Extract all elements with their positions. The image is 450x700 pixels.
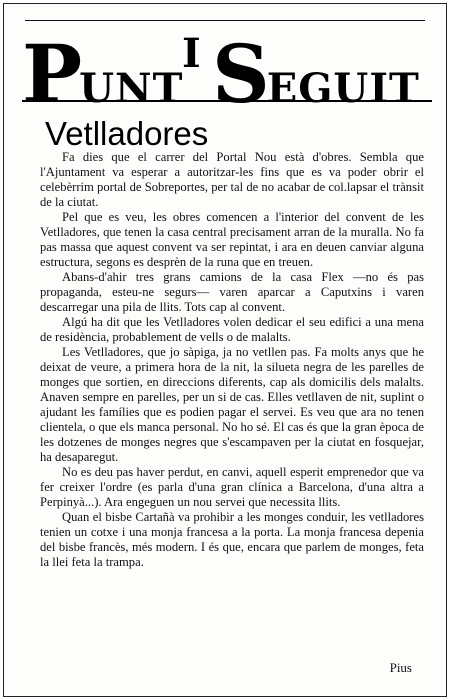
paragraph-7: Quan el bisbe Cartañà va prohibir a les monges conduir, les vetlladores tenien un cotxe i una monja francesa a la porta. La monja francesa depenia del bisbe francès, més modern. I és que, encara que parlem de monges, feta la llei feta la trampa. (40, 510, 424, 569)
masthead-word-punt (22, 27, 184, 121)
article-heading: Vetlladores (45, 115, 209, 152)
paragraph-4: Algú ha dit que les Vetlladores volen dedicar el seu edifici a una mena de residència, probablement de vells o de malalts. (40, 315, 424, 344)
masthead-word-seguit (212, 27, 420, 121)
top-rule (25, 20, 425, 21)
article-body (40, 150, 424, 570)
paragraph-1: Fa dies que el carrer del Portal Nou està d'obres. Sembla que l'Ajuntament va esperar a autoritzar-les fins que es va poder obrir el celebèrrim portal de Sobreportes, per tal de no acabar de col.lapsar el trànsit de la ciutat. (40, 150, 424, 209)
masthead (22, 24, 432, 121)
paragraph-2: Pel que es veu, les obres comencen a l'interior del convent de les Vetlladores, que tenen la casa central precisament arran de la muralla. No fa pas massa que aquest convent va ser repintat, i ara en deuen canviar alguna estructura, segons es desprèn de la runa que en treuen. (40, 210, 424, 269)
masthead-initial-p: P (22, 27, 80, 121)
masthead-rest-unt: UNT (79, 65, 184, 112)
paragraph-5: Les Vetlladores, que jo sàpiga, ja no vetllen pas. Fa molts anys que he deixat de veure, a primera hora de la nit, la silueta negra de les parelles de monges que sortien, en direccions diferents, cap als domicilis dels malalts. Anaven sempre en parelles, per un si de cas. Elles vetllaven de nit, suplint o ajudant les famílies que es podien pagar el servei. Es veu que ara no tenen clientela, o que els manca personal. No ho sé. El cas és que la gran època de les dotzenes de monges negres que s'escampaven per la ciutat en fosquejar, ha desaparegut. (40, 345, 424, 464)
paragraph-3: Abans-d'ahir tres grans camions de la casa Flex —no és pas propaganda, esteu-ne segurs— varen aparcar a Caputxins i varen descarregar una pila de llits. Tots cap al convent. (40, 270, 424, 314)
masthead-rest-eguit: EGUIT (266, 65, 420, 112)
author-signature: Pius (389, 660, 412, 675)
masthead-i: I (182, 30, 202, 77)
paragraph-6: No es deu pas haver perdut, en canvi, aquell esperit emprenedor que va fer creixer l'ordre (es parla d'una gran clínica a Barcelona, d'una altra a Perpinyà...). Ara engeguen un nou servei que necessita llits. (40, 465, 424, 509)
masthead-initial-s: S (212, 27, 267, 121)
masthead-word-i (182, 30, 202, 77)
masthead-underline (22, 100, 432, 102)
